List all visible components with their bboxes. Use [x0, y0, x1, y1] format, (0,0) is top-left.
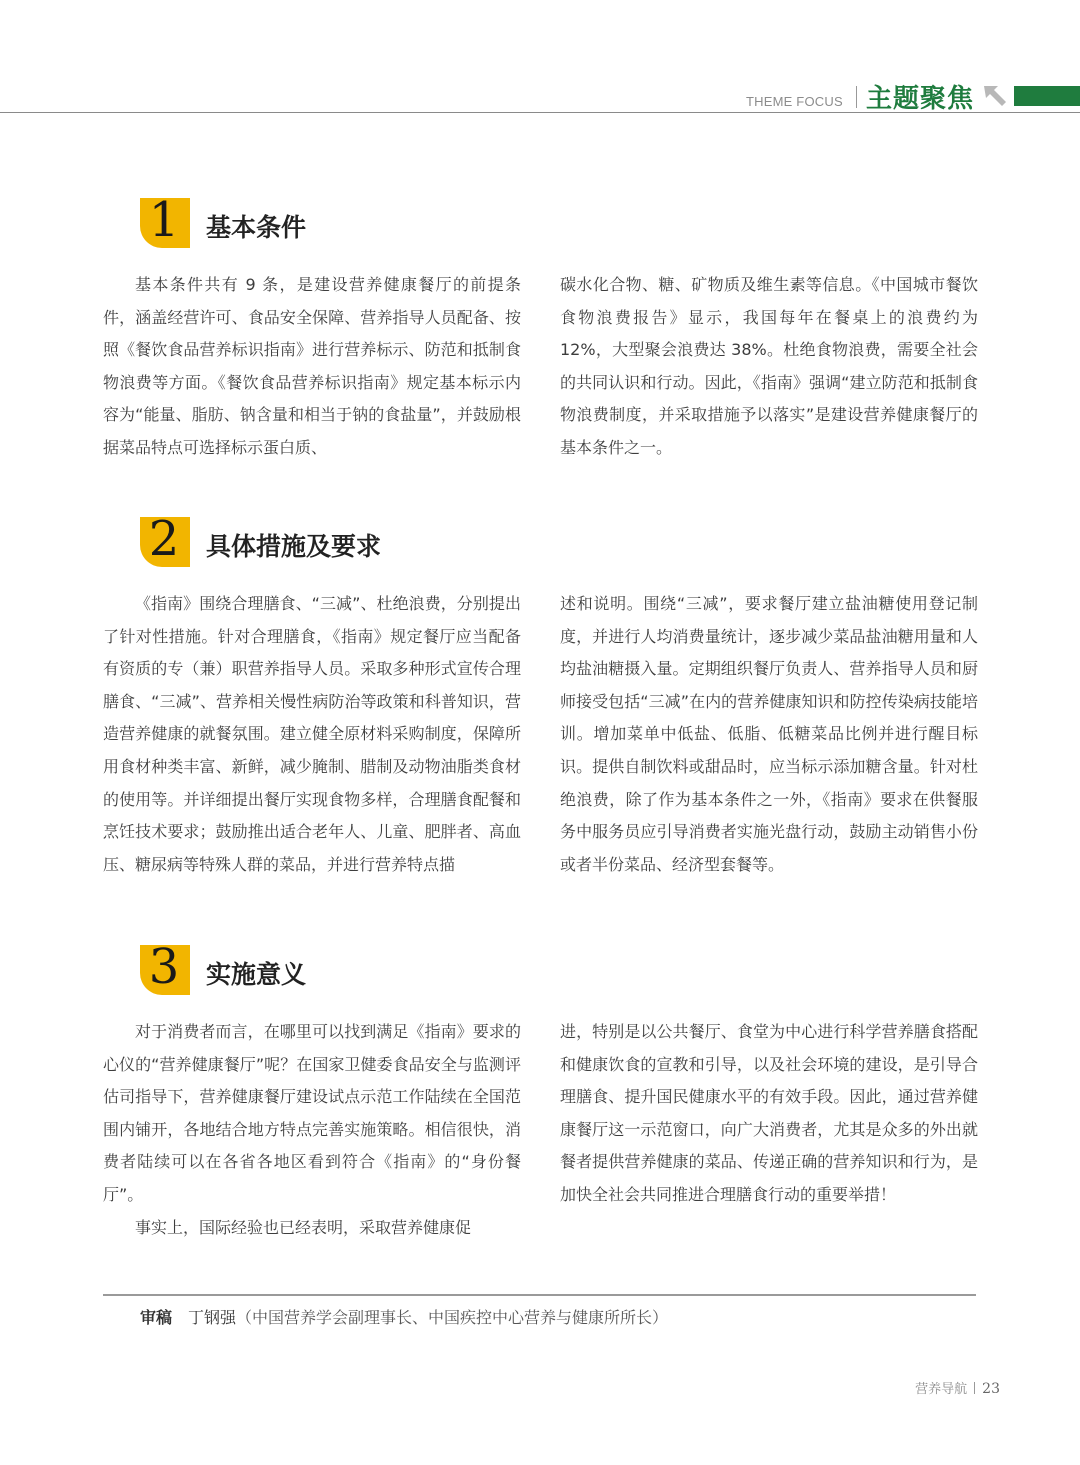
section-number-badge: 2: [138, 515, 188, 565]
section-3-left-column: [103, 1016, 521, 1244]
magazine-name: 营养导航: [915, 1382, 968, 1397]
section-title: 基本条件: [206, 213, 307, 242]
paragraph: 进，特别是以公共餐厅、食堂为中心进行科学营养膳食搭配和健康饮食的宣教和引导，以及社会环境的建设，是引导合理膳食、提升国民健康水平的有效手段。因此，通过营养健康餐厅这一示范窗口，向广大消费者，尤其是众多的外出就餐者提供营养健康的菜品、传递正确的营养知识和行为，是加快全社会共同推进合理膳食行动的重要举措！: [560, 1022, 978, 1204]
paragraph: 对于消费者而言，在哪里可以找到满足《指南》要求的心仪的“营养健康餐厅”呢？在国家卫健委食品安全与监测评估司指导下，营养健康餐厅建设试点示范工作陆续在全国范围内铺开，各地结合地方特点完善实施策略。相信很快，消费者陆续可以在各省各地区看到符合《指南》的“身份餐厅”。: [103, 1022, 521, 1204]
section-number-badge: 3: [138, 943, 188, 993]
reviewer-credit: [140, 1305, 668, 1328]
section-1-right-column: [560, 269, 978, 465]
paragraph: 《指南》围绕合理膳食、“三减”、杜绝浪费，分别提出了针对性措施。针对合理膳食，《指南》规定餐厅应当配备有资质的专（兼）职营养指导人员。采取多种形式宣传合理膳食、“三减”、营养相关慢性病防治等政策和科普知识，营造营养健康的就餐氛围。建立健全原材料采购制度，保障所用食材种类丰富、新鲜，减少腌制、腊制及动物油脂类食材的使用等。并详细提出餐厅实现食物多样，合理膳食配餐和烹饪技术要求；鼓励推出适合老年人、儿童、肥胖者、高血压、糖尿病等特殊人群的菜品，并进行营养特点描: [103, 594, 521, 874]
header-green-bar: [1014, 86, 1080, 106]
header-separator: [856, 86, 857, 108]
reviewer-name: 丁钢强: [188, 1308, 237, 1327]
review-label: 审稿: [140, 1308, 173, 1327]
theme-en-label: THEME FOCUS: [746, 94, 843, 109]
section-title: 实施意义: [206, 960, 307, 989]
section-1-left-column: [103, 269, 521, 465]
paragraph: 事实上，国际经验也已经表明，采取营养健康促: [135, 1217, 472, 1237]
section-title: 具体措施及要求: [206, 532, 382, 561]
paragraph: 碳水化合物、糖、矿物质及维生素等信息。《中国城市餐饮食物浪费报告》显示，我国每年在餐桌上的浪费约为 12%，大型聚会浪费达 38%。杜绝食物浪费，需要全社会的共同认识和行动。因此，《指南》强调“建立防范和抵制食物浪费制度，并采取措施予以落实”是建设营养健康餐厅的基本条件之一。: [560, 275, 978, 457]
page-footer: [915, 1378, 1000, 1397]
paragraph: 基本条件共有 9 条，是建设营养健康餐厅的前提条件，涵盖经营许可、食品安全保障、营养指导人员配备、按照《餐饮食品营养标识指南》进行营养标示、防范和抵制食物浪费等方面。《餐饮食品营养标识指南》规定基本标示内容为“能量、脂肪、钠含量和相当于钠的食盐量”，并鼓励根据菜品特点可选择标示蛋白质、: [103, 275, 521, 457]
reviewer-description: （中国营养学会副理事长、中国疾控中心营养与健康所所长）: [236, 1308, 669, 1327]
corner-arrow-icon: [982, 84, 1008, 108]
section-2-right-column: [560, 588, 978, 881]
footer-rule: [103, 1294, 976, 1296]
theme-cn-label: 主题聚焦: [866, 84, 975, 114]
page-number: 23: [982, 1381, 1000, 1397]
section-3-right-column: [560, 1016, 978, 1212]
section-number-badge: 1: [138, 196, 188, 246]
section-2-left-column: [103, 588, 521, 881]
footer-separator: [974, 1382, 975, 1394]
paragraph: 述和说明。围绕“三减”，要求餐厅建立盐油糖使用登记制度，并进行人均消费量统计，逐步减少菜品盐油糖用量和人均盐油糖摄入量。定期组织餐厅负责人、营养指导人员和厨师接受包括“三减”在内的营养健康知识和防控传染病技能培训。增加菜单中低盐、低脂、低糖菜品比例并进行醒目标识。提供自制饮料或甜品时，应当标示添加糖含量。针对杜绝浪费，除了作为基本条件之一外，《指南》要求在供餐服务中服务员应引导消费者实施光盘行动，鼓励主动销售小份或者半份菜品、经济型套餐等。: [560, 594, 978, 874]
